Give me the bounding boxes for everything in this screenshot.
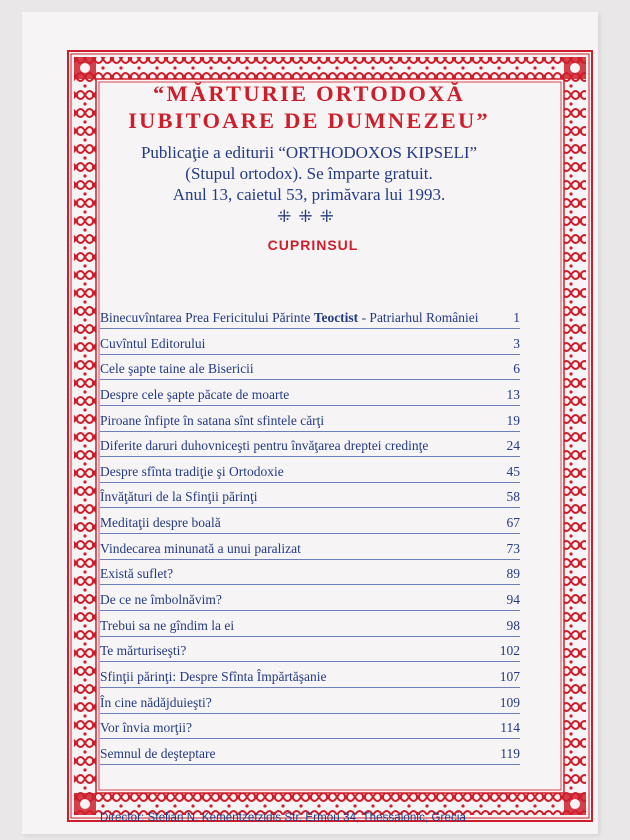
toc-entry-title-text: Meditaţii despre boală <box>100 515 221 531</box>
toc-entry-title <box>100 746 215 762</box>
table-of-contents <box>100 307 520 769</box>
toc-entry-page: 67 <box>506 515 520 531</box>
toc-entry-page: 3 <box>513 335 520 351</box>
toc-entry-title <box>100 336 205 352</box>
toc-entry <box>100 461 520 483</box>
toc-entry-title-bold: Teoctist <box>313 310 359 325</box>
toc-entry-title-text: Cuvîntul Editorului <box>100 335 206 351</box>
toc-entry-title <box>100 618 234 634</box>
toc-entry <box>100 512 520 534</box>
toc-entry-page: 1 <box>513 310 520 325</box>
toc-entry-title <box>100 413 324 429</box>
toc-entry-title <box>100 489 257 505</box>
toc-entry-title <box>100 720 192 736</box>
toc-entry-title-text: De ce ne îmbolnăvim? <box>100 592 222 608</box>
toc-entry-title <box>100 592 222 608</box>
toc-entry <box>100 615 520 637</box>
toc-entry-page: 19 <box>506 412 520 428</box>
toc-entry-title-text: Binecuvîntarea Prea Fericitului Părinte <box>100 310 314 325</box>
toc-entry-page: 98 <box>506 617 520 633</box>
toc-entry <box>100 666 520 688</box>
toc-entry-title <box>100 515 221 531</box>
toc-entry-page: 109 <box>499 694 520 710</box>
toc-entry-title <box>100 695 212 711</box>
contents-heading: CUPRINSUL <box>267 237 359 253</box>
toc-entry <box>100 307 520 329</box>
publication-info-line-1: Publicaţie a editurii “ORTHODOXOS KIPSELI” <box>140 143 478 162</box>
toc-entry-title-text: Învăţături de la Sfinţii părinţi <box>100 489 258 505</box>
director-line: Director: Stelian N. Kementzetzidis Str. Ermou 34, Thessalonic, Grecia <box>100 812 466 824</box>
publication-info <box>84 142 534 205</box>
toc-entry <box>100 589 520 611</box>
asterism-separator: ⁜⁜⁜ <box>277 207 341 226</box>
toc-entry-title <box>100 464 284 480</box>
toc-entry-page: 102 <box>499 643 520 659</box>
toc-entry-title <box>100 361 254 377</box>
publication-info-line-2: (Stupul ortodox). Se împarte gratuit. <box>185 164 433 183</box>
toc-entry-title-suffix: - Patriarhul României <box>358 310 479 325</box>
toc-entry-title-text: Cele şapte taine ale Bisericii <box>100 361 254 377</box>
toc-entry-title <box>100 669 326 685</box>
toc-entry-page: 94 <box>506 592 520 608</box>
toc-entry-page: 13 <box>506 386 520 402</box>
toc-entry-title-text: Vindecarea minunată a unui paralizat <box>100 540 301 556</box>
toc-entry <box>100 692 520 714</box>
title-line-1: “MĂRTURIE ORTODOXĂ <box>153 81 465 106</box>
toc-entry-title-text: Diferite daruri duhovniceşti pentru învăţarea dreptei credinţe <box>100 438 429 454</box>
publication-title <box>84 80 534 134</box>
toc-entry-page: 89 <box>506 566 520 582</box>
toc-entry-page: 73 <box>506 540 520 556</box>
toc-entry <box>100 435 520 457</box>
toc-entry <box>100 640 520 662</box>
title-line-2: IUBITOARE DE DUMNEZEU” <box>128 108 490 133</box>
toc-entry-title-text: Sfinţii părinţi: Despre Sfînta Împărtăşanie <box>100 668 327 684</box>
toc-entry-page: 114 <box>500 720 520 736</box>
toc-entry-page: 45 <box>506 463 520 479</box>
toc-entry-page: 6 <box>513 361 520 377</box>
toc-entry-title <box>100 387 289 403</box>
toc-entry-page: 119 <box>500 745 520 761</box>
toc-entry <box>100 743 520 765</box>
toc-entry-title <box>100 310 479 326</box>
toc-entry-title-text: Există suflet? <box>100 566 174 582</box>
toc-entry <box>100 333 520 355</box>
toc-entry-title <box>100 566 173 582</box>
toc-entry-page: 24 <box>506 438 520 454</box>
toc-entry-title-text: Vor învia morţii? <box>100 720 192 736</box>
page-content <box>84 80 534 824</box>
toc-entry-title-text: Piroane înfipte în satana sînt sfintele cărţi <box>100 412 325 428</box>
publication-info-line-3: Anul 13, caietul 53, primăvara lui 1993. <box>172 185 446 204</box>
toc-entry <box>100 486 520 508</box>
toc-entry-title-text: Despre sfînta tradiţie şi Ortodoxie <box>100 463 284 479</box>
toc-entry-page: 107 <box>499 668 520 684</box>
toc-entry-title-text: Despre cele şapte păcate de moarte <box>100 386 290 402</box>
toc-entry <box>100 563 520 585</box>
toc-entry-page: 58 <box>506 489 520 505</box>
toc-entry <box>100 410 520 432</box>
toc-entry <box>100 358 520 380</box>
toc-entry-title <box>100 541 301 557</box>
toc-entry-title-text: Te mărturiseşti? <box>100 643 187 659</box>
toc-entry-title <box>100 438 428 454</box>
toc-entry-title <box>100 643 186 659</box>
toc-entry-title-text: Semnul de deşteptare <box>100 745 216 761</box>
toc-entry-title-text: Trebui sa ne gîndim la ei <box>100 617 235 633</box>
toc-entry <box>100 384 520 406</box>
toc-entry-title-text: În cine nădăjduieşti? <box>100 694 212 710</box>
toc-entry <box>100 717 520 739</box>
toc-entry <box>100 538 520 560</box>
